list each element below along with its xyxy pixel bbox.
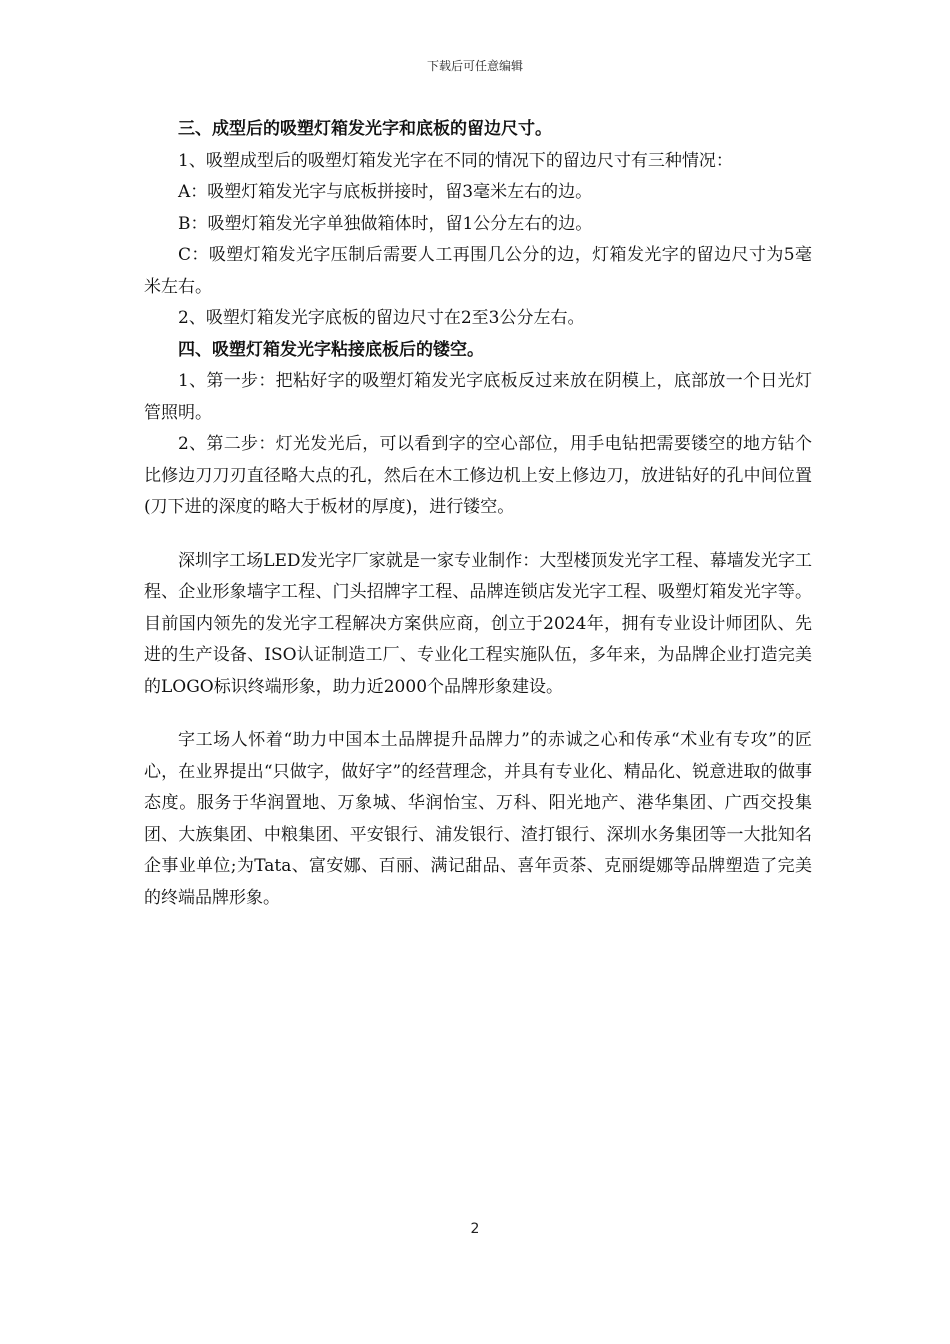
- section-heading-4: 四、吸塑灯箱发光字粘接底板后的镂空。: [178, 339, 484, 360]
- paragraph: 1、吸塑成型后的吸塑灯箱发光字在不同的情况下的留边尺寸有三种情况：: [178, 150, 733, 171]
- paragraph: A：吸塑灯箱发光字与底板拼接时，留3毫米左右的边。: [178, 182, 593, 202]
- page-header: 下载后可任意编辑: [426, 59, 523, 73]
- paragraph: C：吸塑灯箱发光字压制后需要人工再围几公分的边，灯箱发光字的留边尺寸为5毫米左右。: [144, 245, 812, 297]
- paragraph: 1、第一步：把粘好字的吸塑灯箱发光字底板反过来放在阴模上，底部放一个日光灯管照明。: [144, 371, 812, 423]
- section-heading-3: 三、成型后的吸塑灯箱发光字和底板的留边尺寸。: [178, 119, 552, 139]
- clients-paragraph: 字工场人怀着“助力中国本土品牌提升品牌力”的赤诚之心和传承“术业有专攻”的匠心，在业界提出“只做字，做好字”的经营理念，并具有专业化、精品化、锐意进取的做事态度。服务于华润置地、万象城、华润怡宝、万科、阳光地产、港华集团、广西交投集团、大族集团、中粮集团、平安银行、浦发银行、渣打银行、深圳水务集团等一大批知名企事业单位;为Tata、富安娜、百丽、满记甜品、喜年贡茶、克丽缇娜等品牌塑造了完美的终端品牌形象。: [144, 730, 812, 908]
- page-number: 2: [470, 1221, 480, 1237]
- paragraph: B：吸塑灯箱发光字单独做箱体时，留1公分左右的边。: [178, 213, 593, 234]
- paragraph: 2、第二步：灯光发光后，可以看到字的空心部位，用手电钻把需要镂空的地方钻个比修边刀刀刃直径略大点的孔，然后在木工修边机上安上修边刀，放进钻好的孔中间位置(刀下进的深度的略大于板材的厚度)，进行镂空。: [144, 434, 812, 517]
- paragraph: 2、吸塑灯箱发光字底板的留边尺寸在2至3公分左右。: [178, 308, 585, 328]
- company-paragraph: 深圳字工场LED发光字厂家就是一家专业制作：大型楼顶发光字工程、幕墙发光字工程、企业形象墙字工程、门头招牌字工程、品牌连锁店发光字工程、吸塑灯箱发光字等。目前国内领先的发光字工程解决方案供应商，创立于2024年，拥有专业设计师团队、先进的生产设备、ISO认证制造工厂、专业化工程实施队伍，多年来，为品牌企业打造完美的LOGO标识终端形象，助力近2000个品牌形象建设。: [144, 550, 812, 697]
- document-body: [144, 114, 812, 914]
